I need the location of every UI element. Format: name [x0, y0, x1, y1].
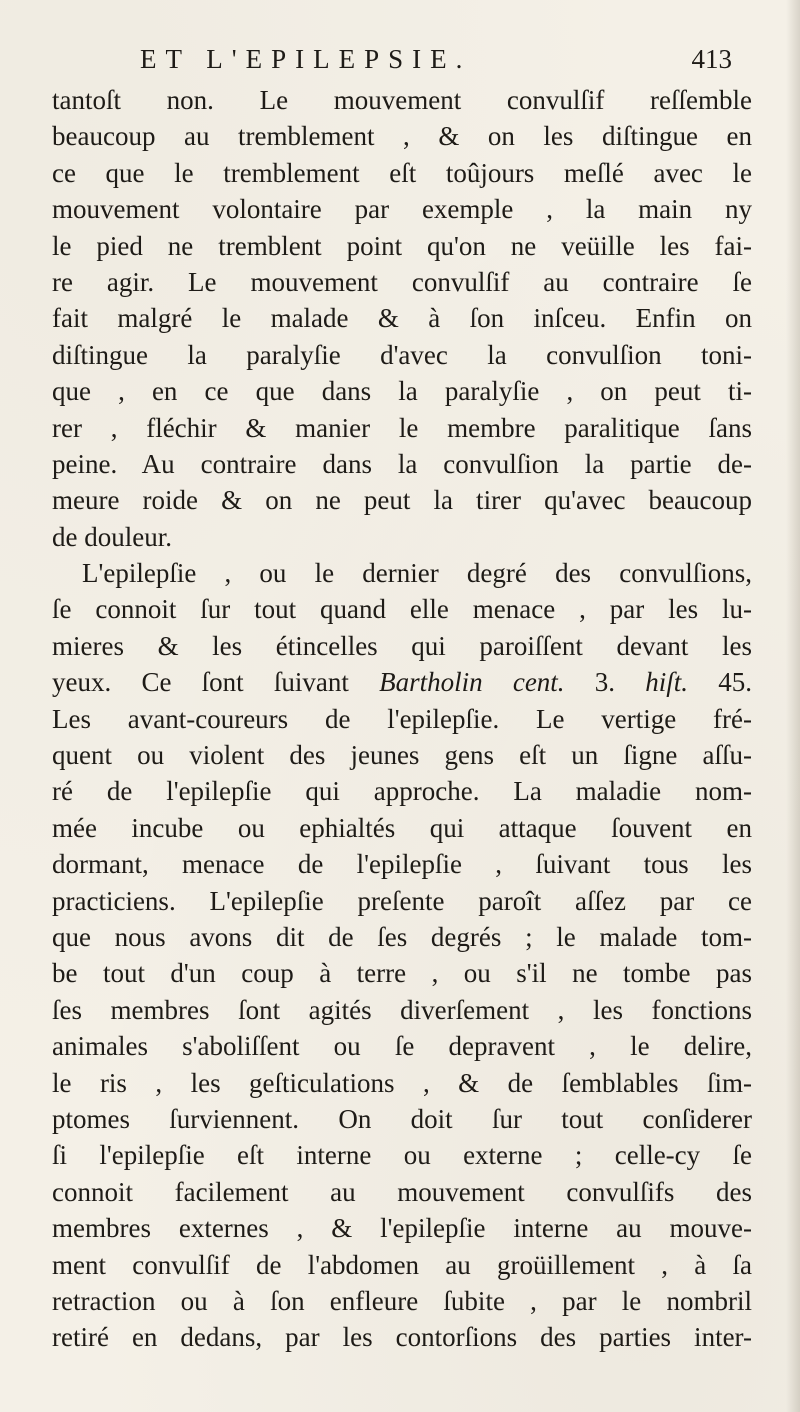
text-line: connoit facilement au mouvement convulſifs des — [52, 1176, 752, 1207]
text-line: mouvement volontaire par exemple , la main ny — [52, 194, 752, 225]
text-segment: yeux. Ce ſont ſuivant — [52, 667, 380, 698]
running-head: ET L'EPILEPSIE. — [140, 44, 472, 74]
page-edge-shadow — [786, 0, 800, 1412]
text-line: peine. Au contraire dans la convulſion la partie de- — [52, 448, 752, 479]
text-line: quent ou violent des jeunes gens eſt un ſigne aſſu- — [52, 740, 752, 771]
text-line: fait malgré le malade & à ſon inſceu. Enfin on — [52, 303, 752, 334]
text-segment: 3. — [564, 667, 646, 698]
text-line: mieres & les étincelles qui paroiſſent devant les — [52, 630, 752, 661]
text-line: membres externes , & l'epilepſie interne au mouve- — [52, 1213, 752, 1244]
text-line: practiciens. L'epilepſie preſente paroît aſſez par ce — [52, 885, 752, 916]
text-line: animales s'aboliſſent ou ſe depravent , le delire, — [52, 1031, 752, 1062]
text-line: mée incube ou ephialtés qui attaque ſouvent en — [52, 812, 752, 843]
text-line: ré de l'epilepſie qui approche. La maladie nom- — [52, 776, 752, 807]
text-line: be tout d'un coup à terre , ou s'il ne tombe pas — [52, 958, 752, 989]
text-line: meure roide & on ne peut la tirer qu'avec beaucoup — [52, 485, 752, 516]
text-line: dormant, menace de l'epilepſie , ſuivant tous les — [52, 849, 752, 880]
text-line: le pied ne tremblent point qu'on ne veüille les fai- — [52, 230, 752, 261]
italic-citation: hiſt. — [645, 667, 689, 698]
text-line: re agir. Le mouvement convulſif au contraire ſe — [52, 266, 752, 297]
text-line: tantoſt non. Le mouvement convulſif reſſemble — [52, 85, 752, 115]
text-line: le ris , les geſticulations , & de ſemblables ſim- — [52, 1067, 752, 1098]
text-line: ſi l'epilepſie eſt interne ou externe ; celle-cy ſe — [52, 1140, 752, 1171]
text-line: Les avant-coureurs de l'epilepſie. Le vertige fré- — [52, 703, 752, 734]
text-line — [52, 664, 752, 700]
text-line: ment convulſif de l'abdomen au groüillement , à ſa — [52, 1249, 752, 1280]
italic-citation: Bartholin cent. — [379, 667, 565, 698]
text-line: que , en ce que dans la paralyſie , on peut ti- — [52, 376, 752, 407]
text-line: diſtingue la paralyſie d'avec la convulſion toni- — [52, 339, 752, 370]
text-line: ce que le tremblement eſt toûjours meſlé avec le — [52, 157, 752, 188]
page-number: 413 — [691, 44, 732, 74]
text-line: retiré en dedans, par les contorſions des parties inter- — [52, 1322, 752, 1353]
text-segment: 45. — [688, 667, 753, 698]
page-header — [140, 44, 740, 84]
text-line: rer , fléchir & manier le membre paralitique ſans — [52, 412, 752, 443]
text-line: beaucoup au tremblement , & on les diſtingue en — [52, 121, 752, 152]
text-line: que nous avons dit de ſes degrés ; le malade tom- — [52, 921, 752, 952]
text-line: ptomes ſurviennent. On doit ſur tout conſiderer — [52, 1103, 752, 1134]
text-line: de douleur. — [52, 521, 172, 552]
text-line: retraction ou à ſon enfleure ſubite , par le nombril — [52, 1285, 752, 1316]
text-line: ſe connoit ſur tout quand elle menace , par les lu- — [52, 594, 752, 625]
text-line: L'epilepſie , ou le dernier degré des convulſions, — [82, 558, 752, 589]
text-line: ſes membres ſont agités diverſement , les fonctions — [52, 994, 752, 1025]
body-text — [52, 82, 752, 1356]
